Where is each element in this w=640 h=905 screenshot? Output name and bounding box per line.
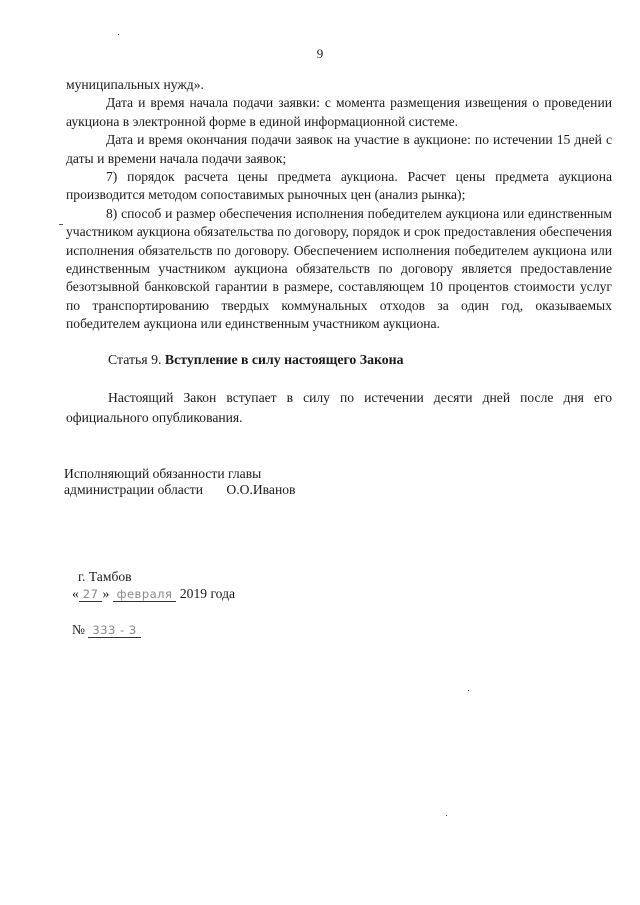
article-text: Настоящий Закон вступает в силу по истечении десяти дней после дня его официального опубликования. [66, 390, 612, 425]
paragraph-start-date: Дата и время начала подачи заявки: с момента размещения извещения о проведении аукциона в электронной форме в единой информационной системе. [66, 95, 612, 129]
place-of-signing: г. Тамбов [78, 569, 132, 584]
paragraph-continuation: муниципальных нужд». [66, 77, 204, 92]
number-sign: № [72, 622, 85, 637]
paragraph-end-date: Дата и время окончания подачи заявок на участие в аукционе: по истечении 15 дней с даты и времени начала подачи заявок; [66, 132, 612, 166]
body-text [66, 76, 612, 334]
page-number: 9 [316, 46, 324, 61]
signatory-name: О.О.Иванов [226, 482, 296, 497]
signing-date [72, 586, 235, 602]
date-month: февраля [113, 588, 177, 602]
date-day: 27 [79, 588, 103, 602]
date-year: 2019 года [179, 586, 236, 601]
paragraph-item-7: 7) порядок расчета цены предмета аукциона. Расчет цены предмета аукциона производится методом сопоставимых рыночных цен (анализ рынка); [66, 169, 612, 203]
signature-position-line2: администрации области [64, 482, 204, 497]
scan-speck [446, 815, 447, 816]
number-value: 333 - З [88, 624, 140, 638]
signature-block [64, 466, 295, 498]
scan-speck [468, 690, 469, 691]
scan-speck [118, 34, 119, 35]
signature-position-line1: Исполняющий обязанности главы [64, 466, 262, 481]
date-close-quote: » [102, 586, 110, 601]
paragraph-item-8: 8) способ и размер обеспечения исполнения победителем аукциона или единственным участником аукциона обязательства по договору, порядок и срок предоставления обеспечения исполнения обязательств по договору. Обеспечением исполнения победителем аукциона или единственным участником аукциона обязательств по договору является предоставление безотзывной банковской гарантии в размере, составляющем 10 процентов стоимости услуг по транспортированию твердых коммунальных отходов за один год, оказываемых победителем аукциона или единственным участником аукциона. [66, 205, 612, 332]
law-number [72, 622, 141, 638]
scan-speck [59, 224, 63, 225]
date-open-quote: « [72, 586, 79, 601]
article-title: Вступление в силу настоящего Закона [164, 352, 404, 367]
article-prefix: Статья 9. [108, 352, 162, 367]
article-heading [108, 352, 403, 368]
